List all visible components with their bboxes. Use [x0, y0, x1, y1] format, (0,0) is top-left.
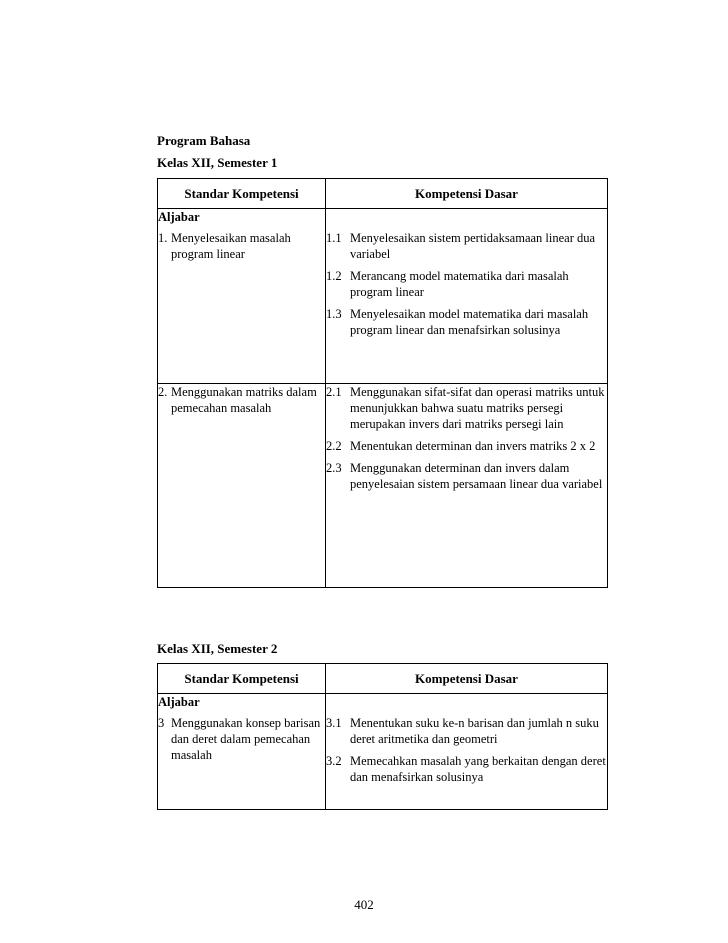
kd-text: Menentukan determinan dan invers matriks 2 x 2	[350, 439, 596, 453]
sk-text: Menyelesaikan masalah program linear	[171, 231, 291, 261]
kd-number: 1.3	[326, 307, 342, 321]
semester1-table	[157, 178, 608, 588]
sk-number: 3	[158, 716, 165, 730]
kd-item	[326, 460, 607, 492]
sk-item	[158, 715, 325, 763]
kd-number: 1.1	[326, 231, 342, 245]
sk-cell	[158, 694, 326, 810]
sk-text: Menggunakan konsep barisan dan deret dalam pemecahan masalah	[171, 716, 321, 762]
group-label: Aljabar	[158, 210, 200, 224]
sk-item	[158, 230, 325, 262]
kd-number: 2.1	[326, 385, 342, 399]
kd-text: Memecahkan masalah yang berkaitan dengan deret dan menafsirkan solusinya	[350, 754, 606, 784]
semester2-title: Kelas XII, Semester 2	[157, 641, 278, 656]
semester2-table	[157, 663, 608, 810]
kd-item	[326, 384, 607, 432]
kd-number: 1.2	[326, 269, 342, 283]
sk-text: Menggunakan matriks dalam pemecahan masalah	[171, 385, 317, 415]
kd-number: 2.3	[326, 461, 342, 475]
sk-item	[158, 384, 325, 416]
kd-text: Menggunakan determinan dan invers dalam penyelesaian sistem persamaan linear dua variabel	[350, 461, 603, 491]
group-label: Aljabar	[158, 695, 200, 709]
header-kompetensi-dasar: Kompetensi Dasar	[326, 179, 608, 209]
sk-number: 2.	[158, 385, 168, 399]
kd-text: Merancang model matematika dari masalah program linear	[350, 269, 569, 299]
kd-item	[326, 268, 607, 300]
table-row	[158, 384, 608, 588]
kd-number: 3.2	[326, 754, 342, 768]
table-row	[158, 209, 608, 384]
kd-item	[326, 753, 607, 785]
sk-cell	[158, 384, 326, 588]
semester1-title: Kelas XII, Semester 1	[157, 155, 278, 170]
kd-item	[326, 230, 607, 262]
kd-text: Menyelesaikan model matematika dari masalah program linear dan menafsirkan solusinya	[350, 307, 589, 337]
sk-number: 1.	[158, 231, 168, 245]
kd-cell	[326, 694, 608, 810]
kd-text: Menyelesaikan sistem pertidaksamaan linear dua variabel	[350, 231, 596, 261]
page-number: 402	[354, 897, 374, 912]
kd-number: 2.2	[326, 439, 342, 453]
kd-item	[326, 715, 607, 747]
header-standar-kompetensi: Standar Kompetensi	[158, 179, 326, 209]
kd-text: Menentukan suku ke-n barisan dan jumlah n suku deret aritmetika dan geometri	[350, 716, 599, 746]
header-kompetensi-dasar: Kompetensi Dasar	[326, 664, 608, 694]
kd-item	[326, 438, 607, 454]
kd-cell	[326, 384, 608, 588]
kd-number: 3.1	[326, 716, 342, 730]
program-title: Program Bahasa	[157, 133, 251, 148]
kd-cell	[326, 209, 608, 384]
header-standar-kompetensi: Standar Kompetensi	[158, 664, 326, 694]
kd-text: Menggunakan sifat-sifat dan operasi matriks untuk menunjukkan bahwa suatu matriks persegi merupakan invers dari matriks persegi lain	[350, 385, 605, 431]
kd-item	[326, 306, 607, 338]
table-header-row	[158, 179, 608, 209]
table-header-row	[158, 664, 608, 694]
table-row	[158, 694, 608, 810]
sk-cell	[158, 209, 326, 384]
